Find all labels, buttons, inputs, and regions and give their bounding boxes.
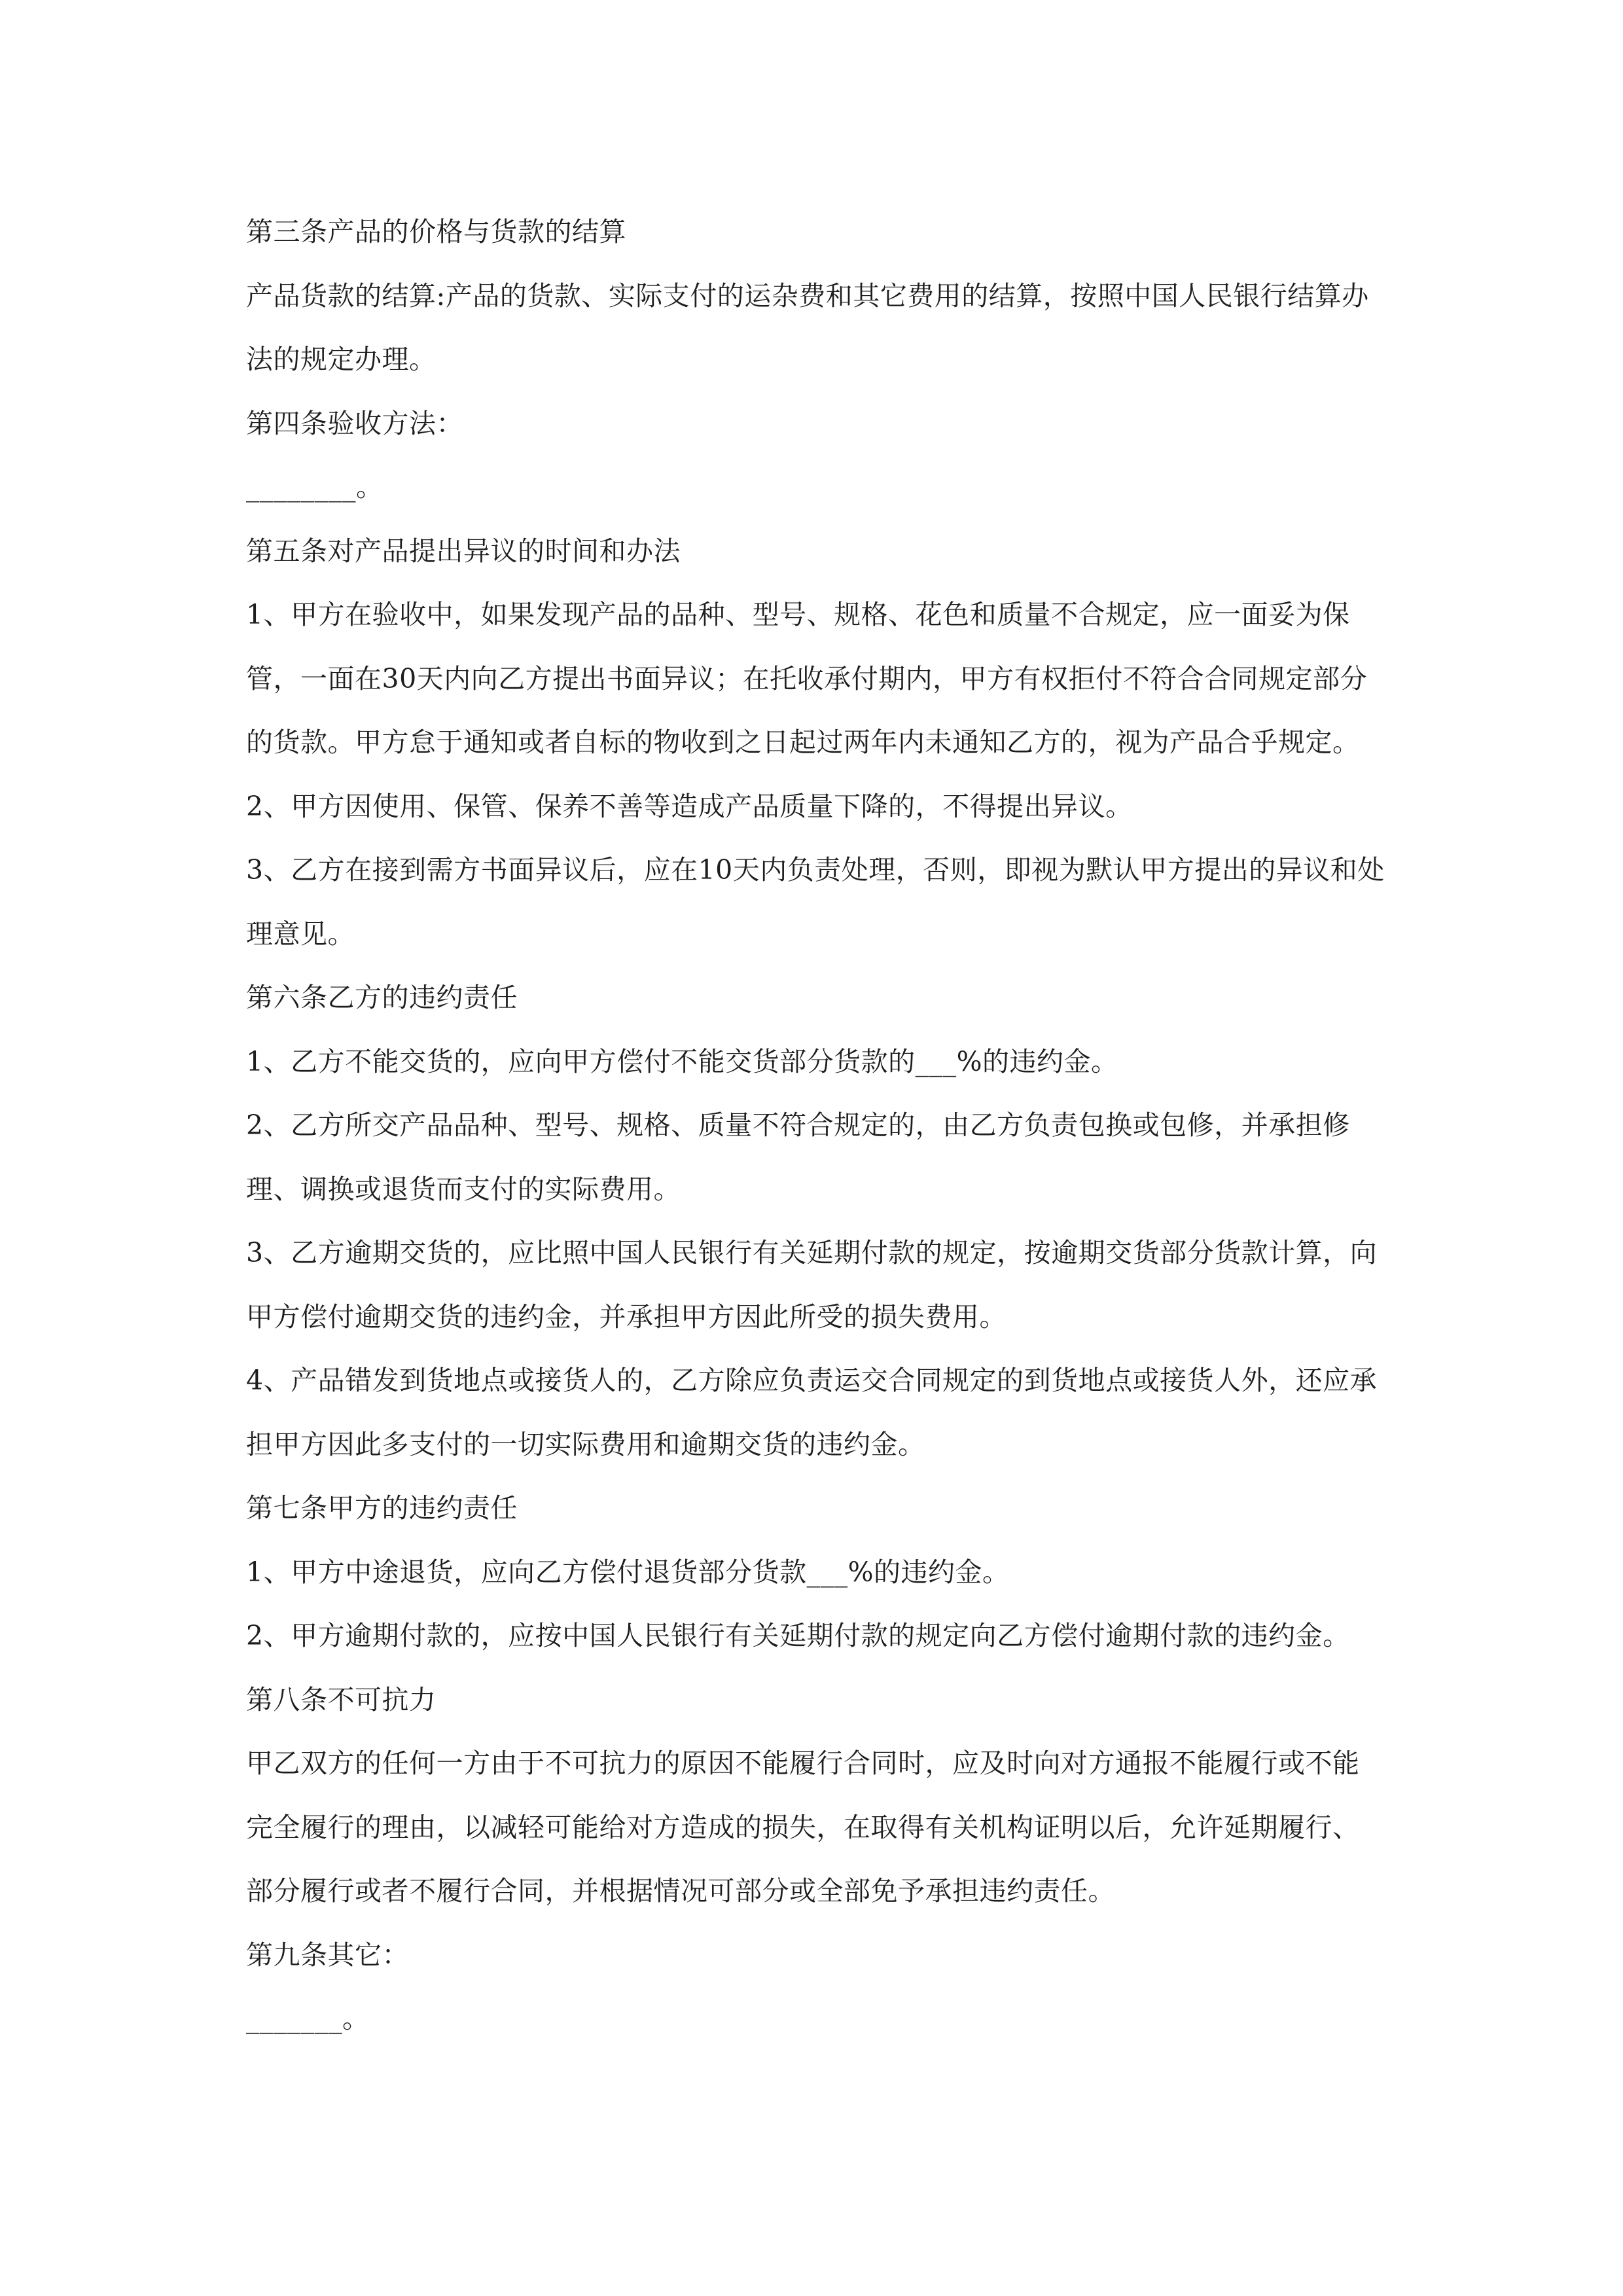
article-6-clause-2: 2、乙方所交产品品种、型号、规格、质量不符合规定的，由乙方负责包换或包修，并承担修理、调换或退货而支付的实际费用。	[246, 1109, 1350, 1205]
article-4-blank-line: ________。	[246, 471, 383, 503]
article-5-clause-1: 1、甲方在验收中，如果发现产品的品种、型号、规格、花色和质量不合规定，应一面妥为保管，一面在30天内向乙方提出书面异议；在托收承付期内，甲方有权拒付不符合合同规定部分的货款。甲方怠于通知或者自标的物收到之日起过两年内未通知乙方的，视为产品合乎规定。	[246, 599, 1368, 758]
article-6-clause-3: 3、乙方逾期交货的，应比照中国人民银行有关延期付款的规定，按逾期交货部分货款计算，向甲方偿付逾期交货的违约金，并承担甲方因此所受的损失费用。	[246, 1237, 1378, 1333]
article-9-blank-line: _______。	[246, 2003, 370, 2034]
article-7-clause-1: 1、甲方中途退货，应向乙方偿付退货部分货款___%的违约金。	[246, 1556, 1010, 1588]
article-5-clause-2: 2、甲方因使用、保管、保养不善等造成产品质量下降的，不得提出异议。	[246, 790, 1133, 822]
article-6-heading: 第六条乙方的违约责任	[246, 982, 518, 1013]
contract-body	[246, 200, 1385, 2051]
article-8-heading: 第八条不可抗力	[246, 1683, 437, 1715]
article-7-clause-2: 2、甲方逾期付款的，应按中国人民银行有关延期付款的规定向乙方偿付逾期付款的违约金。	[246, 1620, 1350, 1651]
article-4-heading: 第四条验收方法：	[246, 407, 463, 439]
article-6-clause-1: 1、乙方不能交货的，应向甲方偿付不能交货部分货款的___%的违约金。	[246, 1045, 1118, 1077]
article-9-heading: 第九条其它：	[246, 1939, 409, 1971]
article-3-heading: 第三条产品的价格与货款的结算	[246, 216, 626, 247]
article-8-text: 甲乙双方的任何一方由于不可抗力的原因不能履行合同时，应及时向对方通报不能履行或不能完全履行的理由，以减轻可能给对方造成的损失，在取得有关机构证明以后，允许延期履行、部分履行或者不履行合同，并根据情况可部分或全部免予承担违约责任。	[246, 1748, 1360, 1907]
article-3-settlement-text: 产品货款的结算:产品的货款、实际支付的运杂费和其它费用的结算，按照中国人民银行结算办法的规定办理。	[246, 279, 1369, 375]
article-5-clause-3: 3、乙方在接到需方书面异议后，应在10天内负责处理，否则，即视为默认甲方提出的异议和处理意见。	[246, 854, 1385, 950]
article-7-heading: 第七条甲方的违约责任	[246, 1492, 518, 1524]
article-6-clause-4: 4、产品错发到货地点或接货人的，乙方除应负责运交合同规定的到货地点或接货人外，还应承担甲方因此多支付的一切实际费用和逾期交货的违约金。	[246, 1365, 1378, 1460]
article-5-heading: 第五条对产品提出异议的时间和办法	[246, 535, 681, 567]
